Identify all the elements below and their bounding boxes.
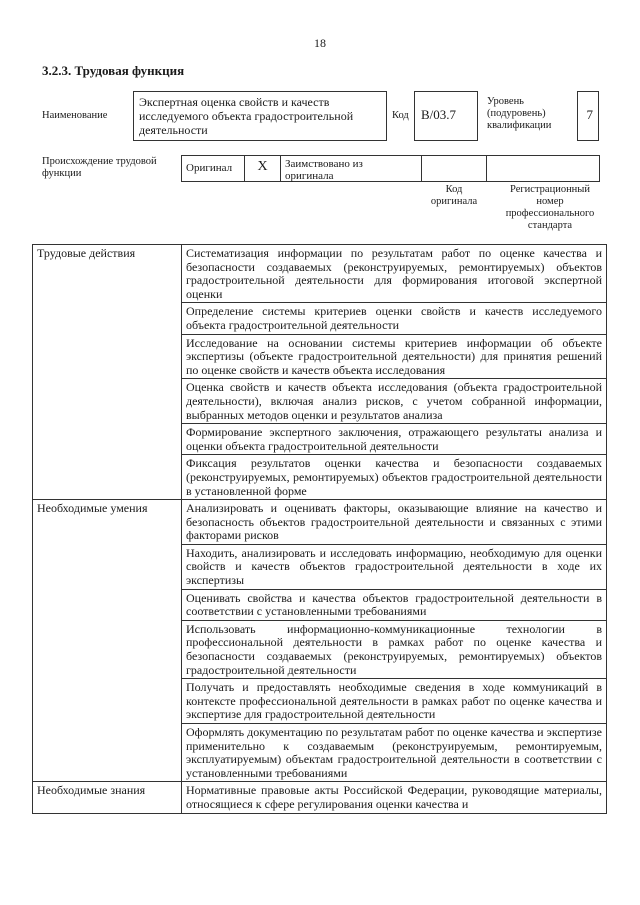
table-row: [33, 782, 607, 813]
table-cell: Исследование на основании системы критериев информации об объекте экспертизы (объекте градостроительной деятельности) для принятия решений по оценке свойств и качеств объекта исследования: [182, 334, 607, 379]
origin-reg-caption-line-3: профессионального: [505, 208, 595, 219]
level-label: [487, 96, 551, 132]
level-label-line-1: Уровень: [487, 96, 524, 107]
table-row: [33, 500, 607, 545]
level-label-line-3: квалификации: [487, 120, 552, 131]
table-cell: Оценивать свойства и качества объектов градостроительной деятельности в соответствии с установленными требованиями: [182, 589, 607, 620]
origin-code-cell: [421, 155, 487, 182]
table-cell: Находить, анализировать и исследовать информацию, необходимую для оценки свойств и качеств объектов градостроительной деятельности в ходе их экспертизы: [182, 544, 607, 589]
table-cell: Использовать информационно-коммуникационные технологии в профессиональной деятельности в рамках работ по оценке качества и безопасности создаваемых (реконструируемых, ремонтируемых) объектов градостроительной деятельности: [182, 620, 607, 678]
origin-original-label: Оригинал: [186, 162, 233, 174]
table-cell: Определение системы критериев оценки свойств и качеств исследуемого объекта градостроительной деятельности: [182, 303, 607, 334]
origin-code-caption: [421, 184, 487, 208]
origin-reg-caption-line-2: номер: [536, 196, 564, 207]
section-title: 3.2.3. Трудовая функция: [42, 63, 185, 78]
origin-reg-caption-line-1: Регистрационный: [510, 184, 590, 195]
table-cell: Оценка свойств и качеств объекта исследования (объекта градостроительной деятельности), включая анализ рисков, с учетом собранной информации, выбранных методов оценки и результатов анализа: [182, 379, 607, 424]
origin-original-mark: X: [257, 159, 268, 174]
page-number: 18: [314, 36, 326, 50]
origin-label-line-1: Происхождение трудовой: [42, 156, 157, 167]
origin-code-caption-line-1: Код: [445, 184, 463, 195]
group-label-skills: Необходимые умения: [33, 500, 182, 782]
function-code-field: В/03.7: [414, 91, 478, 141]
origin-original-cell: [181, 155, 245, 182]
table-cell: Нормативные правовые акты Российской Федерации, руководящие материалы, относящиеся к сфере регулирования оценки качества и: [182, 782, 607, 813]
origin-original-mark-cell: [244, 155, 281, 182]
code-label: Код: [392, 110, 409, 121]
origin-label-line-2: функции: [42, 168, 82, 179]
function-name-field: Экспертная оценка свойств и качеств исследуемого объекта градостроительной деятельности: [133, 91, 387, 141]
table-cell: Фиксация результатов оценки качества и безопасности создаваемых (реконструируемых, ремонтируемых) объектов градостроительной деятельности в установленной форме: [182, 455, 607, 500]
origin-reg-caption-line-4: стандарта: [527, 220, 573, 231]
origin-reg-number-cell: [486, 155, 600, 182]
origin-borrowed-line-2: оригинала: [285, 170, 334, 182]
origin-borrowed-line-1: Заимствовано из: [285, 158, 363, 170]
qualification-level-field: 7: [577, 91, 599, 141]
origin-label: [42, 156, 157, 180]
origin-code-caption-line-2: оригинала: [430, 196, 478, 207]
group-label-knowledge: Необходимые знания: [33, 782, 182, 813]
group-label-actions: Трудовые действия: [33, 245, 182, 500]
table-cell: Систематизация информации по результатам работ по оценке качества и безопасности создаваемых (реконструируемых, ремонтируемых) объектов градостроительной деятельности для формирования итоговой экспертной оценки: [182, 245, 607, 303]
level-label-line-2: (подуровень): [487, 108, 546, 119]
name-label: Наименование: [42, 110, 108, 121]
function-details-table: [32, 244, 607, 814]
table-cell: Оформлять документацию по результатам работ по оценке качества и экспертизе применительно к создаваемым (реконструируемым, ремонтируемым, эксплуатируемым) объектам градостроительной деятельности в соответствии с установленными требованиями: [182, 724, 607, 782]
table-cell: Получать и предоставлять необходимые сведения в ходе коммуникаций в контексте профессиональной деятельности в рамках работ по оценке качества и экспертизе для градостроительной деятельности: [182, 679, 607, 724]
table-row: [33, 245, 607, 303]
table-cell: Формирование экспертного заключения, отражающего результаты анализа и оценки объекта градостроительной деятельности: [182, 424, 607, 455]
origin-reg-caption: [490, 184, 610, 232]
origin-borrowed-cell: [280, 155, 422, 182]
table-cell: Анализировать и оценивать факторы, оказывающие влияние на качество и безопасность объектов градостроительной деятельности и связанных с этими факторами рисков: [182, 500, 607, 545]
